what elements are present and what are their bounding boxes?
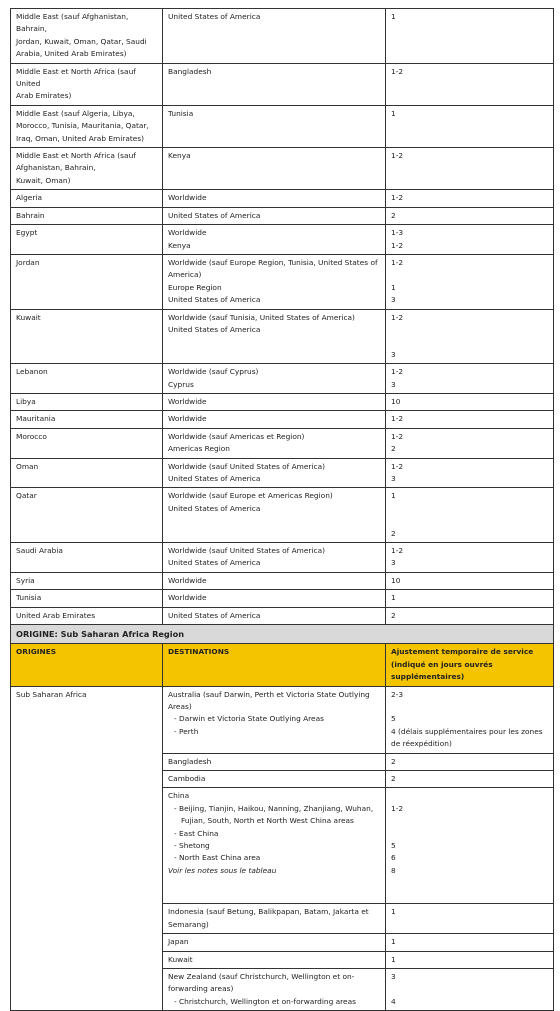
- destination-text: - Beijing, Tianjin, Haikou, Nanning, Zhanjiang, Wuhan,: [174, 803, 374, 813]
- adjustment-cell: [386, 788, 554, 904]
- adjustment-value: 1-2: [391, 257, 404, 267]
- destination-text: Worldwide (sauf Cyprus): [168, 367, 259, 377]
- adjustment-cell: [386, 254, 554, 309]
- origin-cell: [11, 572, 163, 589]
- origin-cell: [11, 542, 163, 572]
- adjustment-cell: [386, 411, 554, 428]
- destination-text: - Perth: [174, 726, 199, 736]
- origin-text: Syria: [16, 575, 35, 585]
- adjustment-cell: [386, 771, 554, 788]
- destination-text: Kenya: [168, 240, 191, 250]
- destination-text: Worldwide (sauf Tunisia, United States of America): [168, 312, 355, 322]
- adjustment-value: 1-2: [391, 151, 404, 161]
- origin-cell: [11, 309, 163, 364]
- adjustment-value: 10: [391, 396, 401, 406]
- table-row: [11, 207, 554, 224]
- destination-text: Bangladesh: [168, 756, 212, 766]
- adjustment-value: 1-2: [391, 431, 404, 441]
- adjustment-value: 5: [391, 714, 396, 724]
- destination-text: Americas Region: [168, 444, 230, 454]
- blank-line: [391, 983, 549, 995]
- origin-text: Kuwait, Oman): [16, 175, 71, 185]
- destination-text: United States of America: [168, 324, 261, 334]
- origin-text: Middle East (sauf Afghanistan, Bahrain,: [16, 12, 129, 34]
- destination-text: United States of America: [168, 473, 261, 483]
- blank-line: [391, 815, 549, 827]
- destination-text: United States of America: [168, 558, 261, 568]
- adjustment-cell: [386, 207, 554, 224]
- destination-text: Australia (sauf Darwin, Perth et Victoria State Outlying Areas): [168, 689, 370, 712]
- destination-text: United States of America: [168, 295, 261, 305]
- origin-cell: [11, 458, 163, 488]
- table-row: [11, 225, 554, 255]
- adjustment-value: 2: [391, 210, 396, 220]
- destination-cell: [163, 411, 386, 428]
- destination-text: New Zealand (sauf Christchurch, Wellington et on-forwarding areas): [168, 972, 355, 994]
- destination-text: China: [168, 791, 190, 801]
- destination-cell: [163, 458, 386, 488]
- destination-text: Worldwide (sauf Europe et Americas Region): [168, 491, 333, 501]
- adjustment-value: 1-2: [391, 240, 404, 250]
- destination-text: United States of America: [168, 503, 261, 513]
- destination-cell: [163, 364, 386, 394]
- origin-cell: [11, 686, 163, 1011]
- origin-text: Middle East (sauf Algeria, Libya,: [16, 108, 135, 118]
- destination-text: United States of America: [168, 210, 261, 220]
- destination-text: Worldwide: [168, 396, 207, 406]
- table-row: [11, 607, 554, 624]
- origin-text: Mauritania: [16, 414, 56, 424]
- section-title: ORIGINE: Sub Saharan Africa Region: [11, 625, 554, 644]
- header-destinations: DESTINATIONS: [163, 644, 386, 686]
- adjustment-value: 2: [391, 756, 396, 766]
- destination-cell: [163, 309, 386, 364]
- adjustment-cell: [386, 542, 554, 572]
- table-row: [11, 572, 554, 589]
- destination-cell: [163, 753, 386, 770]
- middle-east-rows: [11, 9, 554, 625]
- origin-cell: [11, 9, 163, 64]
- destination-text: Kuwait: [168, 954, 193, 964]
- origin-text: Afghanistan, Bahrain,: [16, 163, 96, 173]
- adjustment-value: 1-2: [391, 312, 404, 322]
- header-row: [11, 644, 554, 686]
- table-row: [11, 542, 554, 572]
- adjustment-value: 1: [391, 937, 396, 947]
- adjustment-cell: [386, 9, 554, 64]
- destination-cell: [163, 771, 386, 788]
- destination-cell: [163, 105, 386, 147]
- table-row: [11, 309, 554, 364]
- adjustment-value: 3: [391, 349, 396, 359]
- destination-cell: [163, 904, 386, 934]
- adjustment-cell: [386, 393, 554, 410]
- adjustment-value: 4: [391, 996, 396, 1006]
- sub-saharan-section: [11, 625, 554, 687]
- adjustment-value: 4 (délais supplémentaires pour les zones de réexpédition): [391, 726, 543, 749]
- destination-cell: [163, 9, 386, 64]
- adjustment-cell: [386, 148, 554, 190]
- adjustment-value: 2: [391, 444, 396, 454]
- section-row: [11, 625, 554, 644]
- adjustment-value: 1: [391, 108, 396, 118]
- table-row: [11, 148, 554, 190]
- adjustment-value: 1-2: [391, 545, 404, 555]
- destination-text: Japan: [168, 937, 189, 947]
- destination-cell: [163, 686, 386, 753]
- table-row: [11, 254, 554, 309]
- adjustment-cell: [386, 225, 554, 255]
- adjustment-cell: [386, 105, 554, 147]
- origin-text: Jordan, Kuwait, Oman, Qatar, Saudi: [16, 36, 147, 46]
- destination-cell: [163, 969, 386, 1011]
- origin-text: Egypt: [16, 228, 38, 238]
- origin-cell: [11, 148, 163, 190]
- adjustment-value: 6: [391, 853, 396, 863]
- table-row: [11, 63, 554, 105]
- destination-text: Worldwide (sauf United States of America): [168, 461, 325, 471]
- destination-cell: [163, 607, 386, 624]
- table-row: [11, 686, 554, 753]
- origin-text: Sub Saharan Africa: [16, 689, 87, 699]
- adjustment-value: 1: [391, 593, 396, 603]
- destination-cell: [163, 951, 386, 968]
- destination-cell: [163, 488, 386, 543]
- destination-cell: [163, 63, 386, 105]
- adjustment-value: 1: [391, 954, 396, 964]
- table-row: [11, 458, 554, 488]
- adjustment-value: 3: [391, 295, 396, 305]
- origin-text: Lebanon: [16, 367, 48, 377]
- adjustment-value: 3: [391, 379, 396, 389]
- sub-saharan-rows: [11, 686, 554, 1011]
- adjustment-value: 1: [391, 491, 396, 501]
- header-origins: ORIGINES: [11, 644, 163, 686]
- destination-text: Tunisia: [168, 108, 194, 118]
- origin-text: Kuwait: [16, 312, 41, 322]
- destination-text: - Christchurch, Wellington et on-forwarding areas: [174, 996, 356, 1006]
- origin-cell: [11, 225, 163, 255]
- blank-line: [391, 503, 549, 515]
- adjustment-value: 2-3: [391, 689, 404, 699]
- blank-line: [391, 324, 549, 336]
- adjustment-value: 1-2: [391, 414, 404, 424]
- adjustment-value: 2: [391, 610, 396, 620]
- adjustment-cell: [386, 63, 554, 105]
- origin-text: Jordan: [16, 257, 40, 267]
- destination-cell: [163, 572, 386, 589]
- destination-cell: [163, 207, 386, 224]
- adjustment-value: 1-2: [391, 66, 404, 76]
- origin-text: Arabia, United Arab Emirates): [16, 49, 127, 59]
- destination-cell: [163, 934, 386, 951]
- blank-line: [391, 515, 549, 527]
- origin-text: Middle East et North Africa (sauf: [16, 151, 136, 161]
- adjustment-value: 1-3: [391, 228, 404, 238]
- blank-line: [391, 336, 549, 348]
- adjustment-cell: [386, 428, 554, 458]
- destination-cell: [163, 590, 386, 607]
- origin-cell: [11, 364, 163, 394]
- rates-table-container: [10, 8, 553, 1011]
- adjustment-cell: [386, 607, 554, 624]
- destination-text: Worldwide: [168, 193, 207, 203]
- table-row: [11, 590, 554, 607]
- adjustment-cell: [386, 572, 554, 589]
- destination-text: Fujian, South, North et North West China areas: [181, 816, 354, 826]
- origin-text: Algeria: [16, 193, 42, 203]
- destination-cell: [163, 542, 386, 572]
- adjustment-value: 1-2: [391, 193, 404, 203]
- origin-cell: [11, 393, 163, 410]
- adjustment-cell: [386, 190, 554, 207]
- origin-cell: [11, 190, 163, 207]
- adjustment-value: 5: [391, 841, 396, 851]
- origin-cell: [11, 590, 163, 607]
- destination-text: Worldwide (sauf Americas et Region): [168, 431, 305, 441]
- adjustment-value: 1: [391, 12, 396, 21]
- table-row: [11, 411, 554, 428]
- destination-text: United States of America: [168, 610, 261, 620]
- adjustment-value: 1: [391, 907, 396, 917]
- destination-text: Worldwide (sauf Europe Region, Tunisia, United States of America): [168, 257, 378, 280]
- adjustment-cell: [386, 488, 554, 543]
- destination-cell: [163, 225, 386, 255]
- origin-cell: [11, 63, 163, 105]
- adjustment-cell: [386, 309, 554, 364]
- destination-text: Kenya: [168, 151, 191, 161]
- destination-text: Cambodia: [168, 774, 206, 784]
- adjustment-value: 1-2: [391, 367, 404, 377]
- destination-text: Worldwide: [168, 593, 207, 603]
- table-row: [11, 393, 554, 410]
- origin-text: Saudi Arabia: [16, 545, 63, 555]
- origin-cell: [11, 207, 163, 224]
- header-adjustment: Ajustement temporaire de service (indiqué en jours ouvrés supplémentaires): [386, 644, 554, 686]
- table-row: [11, 488, 554, 543]
- origin-text: Morocco: [16, 431, 47, 441]
- adjustment-value: 3: [391, 558, 396, 568]
- adjustment-cell: [386, 753, 554, 770]
- origin-text: Libya: [16, 396, 36, 406]
- origin-text: Middle East et North Africa (sauf United: [16, 66, 136, 89]
- destination-text: - North East China area: [174, 853, 261, 863]
- adjustment-cell: [386, 904, 554, 934]
- destination-text: Worldwide: [168, 414, 207, 424]
- service-adjustment-table: [10, 8, 554, 1011]
- adjustment-cell: [386, 686, 554, 753]
- blank-line: [391, 828, 549, 840]
- origin-cell: [11, 607, 163, 624]
- adjustment-value: 1-2: [391, 803, 404, 813]
- adjustment-value: 10: [391, 575, 401, 585]
- adjustment-cell: [386, 951, 554, 968]
- table-row: [11, 428, 554, 458]
- origin-text: Bahrain: [16, 210, 45, 220]
- table-row: [11, 190, 554, 207]
- destination-text: Worldwide: [168, 575, 207, 585]
- origin-text: Arab Emirates): [16, 91, 72, 101]
- adjustment-value: 3: [391, 972, 396, 982]
- origin-cell: [11, 428, 163, 458]
- destination-text: - Shetong: [174, 841, 210, 851]
- destination-text: Cyprus: [168, 379, 194, 389]
- adjustment-value: 2: [391, 528, 396, 538]
- origin-cell: [11, 488, 163, 543]
- destination-text: United States of America: [168, 12, 261, 21]
- origin-cell: [11, 105, 163, 147]
- adjustment-cell: [386, 458, 554, 488]
- blank-line: [391, 790, 549, 802]
- origin-text: United Arab Emirates: [16, 610, 96, 620]
- destination-cell: [163, 254, 386, 309]
- origin-text: Iraq, Oman, United Arab Emirates): [16, 133, 145, 143]
- origin-text: Morocco, Tunisia, Mauritania, Qatar,: [16, 121, 149, 131]
- adjustment-value: 2: [391, 774, 396, 784]
- destination-text: Indonesia (sauf Betung, Balikpapan, Batam, Jakarta et Semarang): [168, 907, 369, 929]
- adjustment-value: 3: [391, 473, 396, 483]
- adjustment-cell: [386, 364, 554, 394]
- destination-cell: [163, 190, 386, 207]
- destination-text: - East China: [174, 828, 219, 838]
- destination-cell: [163, 788, 386, 904]
- origin-text: Qatar: [16, 491, 37, 501]
- destination-text: Europe Region: [168, 282, 222, 292]
- table-row: [11, 105, 554, 147]
- destination-text: Bangladesh: [168, 66, 212, 76]
- destination-text: Voir les notes sous le tableau: [168, 865, 277, 875]
- destination-text: - Darwin et Victoria State Outlying Areas: [174, 714, 324, 724]
- table-row: [11, 364, 554, 394]
- origin-cell: [11, 254, 163, 309]
- adjustment-cell: [386, 969, 554, 1011]
- origin-text: Tunisia: [16, 593, 42, 603]
- destination-cell: [163, 148, 386, 190]
- destination-text: Worldwide: [168, 228, 207, 238]
- adjustment-value: 1: [391, 282, 396, 292]
- destination-text: Worldwide (sauf United States of America): [168, 545, 325, 555]
- adjustment-value: 1-2: [391, 461, 404, 471]
- origin-text: Oman: [16, 461, 39, 471]
- adjustment-value: 8: [391, 865, 396, 875]
- blank-line: [391, 701, 549, 713]
- adjustment-cell: [386, 934, 554, 951]
- table-row: [11, 9, 554, 64]
- blank-line: [391, 269, 549, 281]
- origin-cell: [11, 411, 163, 428]
- adjustment-cell: [386, 590, 554, 607]
- destination-cell: [163, 428, 386, 458]
- destination-cell: [163, 393, 386, 410]
